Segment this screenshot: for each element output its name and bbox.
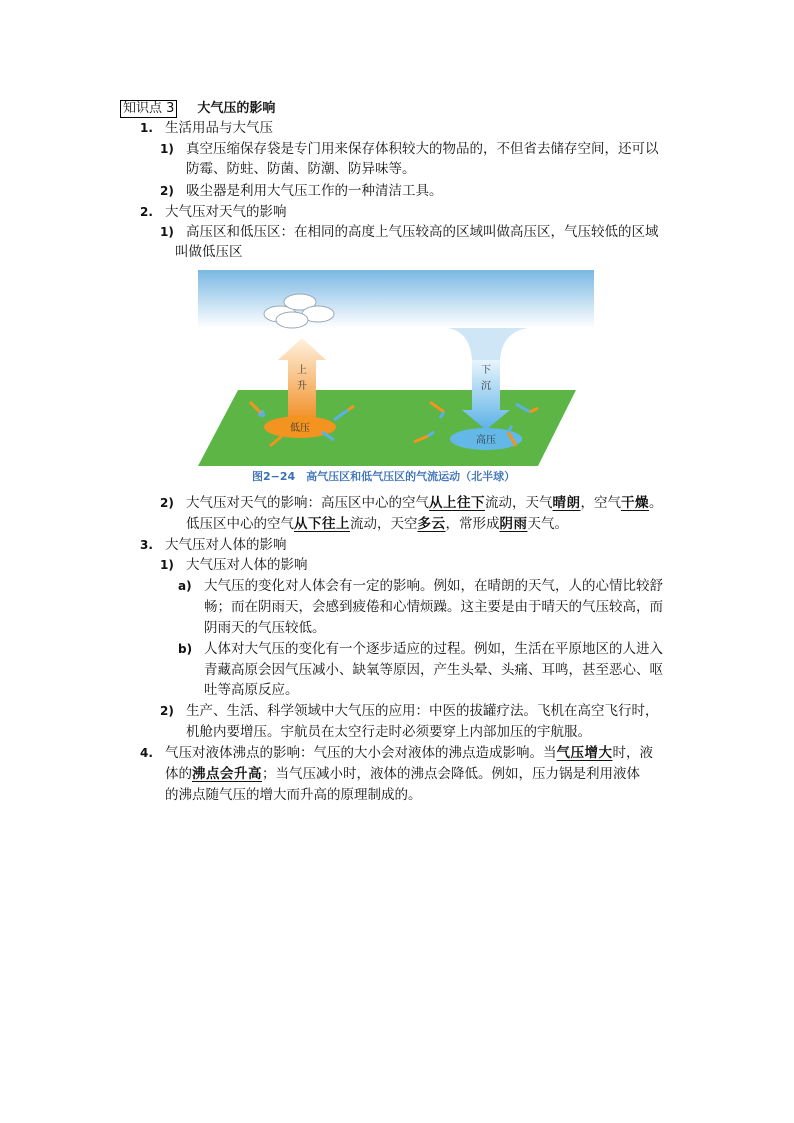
text-run: 体的 [165, 766, 192, 782]
subitem-number: 1) [160, 142, 174, 156]
item-number: 2. [140, 205, 153, 219]
section-title: 大气压的影响 [197, 101, 276, 116]
sky-funnel [448, 328, 528, 360]
text-run: 时，液 [612, 745, 653, 761]
text-run: 流动，天空 [350, 516, 418, 532]
sky-band [198, 270, 594, 328]
paragraph-line: 高压区和低压区：在相同的高度上气压较高的区域叫做高压区，气压较低的区域 [186, 224, 659, 240]
section-heading [120, 98, 275, 119]
paragraph-line: 吐等高原反应。 [204, 682, 299, 698]
text-run: 流动，天气 [485, 495, 553, 511]
paragraph-line: 防霉、防蛀、防菌、防潮、防异味等。 [186, 161, 416, 177]
ground-plane [198, 390, 576, 466]
text-run: 。 [649, 495, 663, 511]
emphasis-text: 从上往下 [429, 495, 485, 511]
paragraph-line: 阴雨天的气压较低。 [204, 620, 326, 636]
subitem-number: 1) [160, 225, 174, 239]
paragraph-line [165, 764, 640, 784]
paragraph-line: 青藏高原会因气压减小、缺氧等原因，产生头晕、头痛、耳鸣，甚至恶心、呕 [204, 662, 663, 678]
sink-label-2: 沉 [481, 381, 491, 392]
text-run: 天气。 [527, 516, 568, 532]
text-run: 低压区中心的空气 [186, 516, 294, 532]
paragraph-line [186, 493, 663, 513]
paragraph-line [165, 743, 653, 763]
paragraph-line: 机舱内要增压。宇航员在太空行走时必须要穿上内部加压的宇航服。 [186, 724, 591, 740]
paragraph-line: 吸尘器是利用大气压工作的一种清洁工具。 [186, 183, 443, 199]
sink-label-1: 下 [481, 365, 491, 376]
cloud [276, 312, 308, 328]
emphasis-text: 阴雨 [499, 516, 528, 532]
rise-label-2: 升 [297, 381, 307, 392]
subsubitem-number: b) [178, 642, 193, 656]
emphasis-text: 干燥 [621, 495, 649, 511]
paragraph-line: 的沸点随气压的增大而升高的原理制成的。 [165, 787, 422, 803]
figure-caption: 图2−24 高气压区和低气压区的气流运动（北半球） [252, 470, 516, 483]
subitem-title: 大气压对人体的影响 [186, 557, 308, 573]
paragraph-line: 畅；而在阴雨天，会感到疲倦和心情烦躁。这主要是由于晴天的气压较高，而 [204, 599, 663, 615]
text-run: 大气压对天气的影响：高压区中心的空气 [186, 495, 429, 511]
paragraph-line: 大气压的变化对人体会有一定的影响。例如，在晴朗的天气，人的心情比较舒 [204, 578, 663, 594]
subitem-number: 2) [160, 184, 174, 198]
emphasis-text: 多云 [417, 516, 446, 532]
paragraph-line: 生产、生活、科学领域中大气压的应用：中医的拔罐疗法。飞机在高空飞行时， [186, 703, 659, 719]
paragraph-line: 真空压缩保存袋是专门用来保存体积较大的物品的，不但省去储存空间，还可以 [186, 141, 659, 157]
item-number: 3. [140, 538, 153, 552]
text-run: ，空气 [580, 495, 621, 511]
text-run: 气压对液体沸点的影响：气压的大小会对液体的沸点造成影响。当 [165, 745, 557, 761]
subitem-number: 2) [160, 704, 174, 718]
item-title: 大气压对人体的影响 [165, 537, 287, 553]
emphasis-text: 气压增大 [556, 745, 613, 761]
emphasis-text: 晴朗 [552, 495, 581, 511]
pressure-diagram [198, 270, 594, 488]
paragraph-line: 人体对大气压的变化有一个逐步适应的过程。例如，生活在平原地区的人进入 [204, 641, 663, 657]
subitem-number: 2) [160, 496, 174, 510]
text-run: ；当气压减小时，液体的沸点会降低。例如，压力锅是利用液体 [262, 766, 640, 782]
item-number: 1. [140, 121, 153, 135]
item-title: 生活用品与大气压 [165, 120, 273, 136]
emphasis-text: 沸点会升高 [192, 766, 262, 782]
knowledge-point-box: 知识点 3 [120, 100, 177, 118]
subitem-number: 1) [160, 558, 174, 572]
paragraph-line: 叫做低压区 [175, 244, 243, 260]
item-title: 大气压对天气的影响 [165, 204, 287, 220]
rise-label-1: 上 [297, 365, 307, 376]
emphasis-text: 从下往上 [294, 516, 350, 532]
text-run: ，常形成 [445, 516, 500, 532]
high-pressure-label: 高压 [476, 435, 496, 446]
low-pressure-label: 低压 [290, 423, 310, 434]
paragraph-line [186, 514, 568, 534]
subsubitem-number: a) [178, 579, 192, 593]
item-number: 4. [140, 746, 153, 760]
